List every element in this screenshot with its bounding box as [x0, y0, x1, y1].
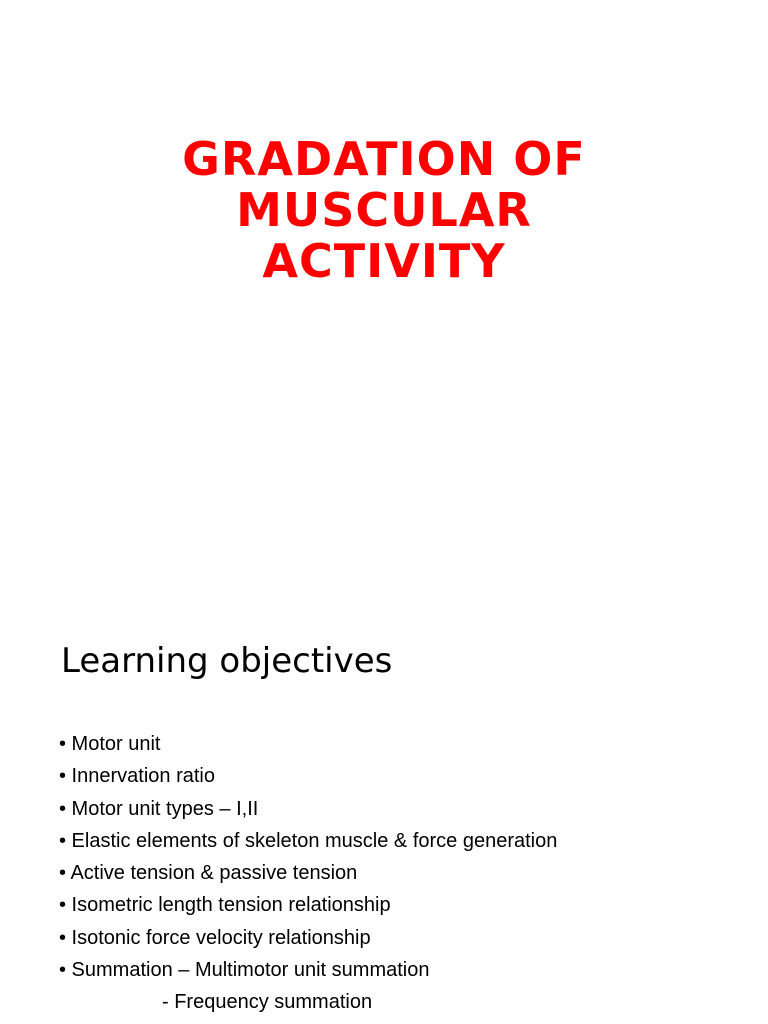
objective-item: • Motor unit	[59, 733, 161, 755]
objective-subitem: - Frequency summation	[162, 991, 373, 1014]
objective-item: • Active tension & passive tension	[59, 862, 358, 885]
slide-title	[0, 134, 768, 287]
objective-item: • Isotonic force velocity relationship	[59, 926, 371, 949]
objective-item: • Elastic elements of skeleton muscle & force generation	[59, 829, 558, 852]
title-line: ACTIVITY	[262, 234, 506, 288]
objectives-list	[59, 728, 557, 1019]
objective-item: • Isometric length tension relationship	[59, 894, 391, 917]
objective-item: • Summation – Multimotor unit summation	[59, 959, 430, 982]
title-line: GRADATION OF	[182, 132, 586, 186]
objectives-heading: Learning objectives	[61, 641, 393, 681]
objective-item: • Innervation ratio	[59, 765, 215, 788]
objective-item: • Motor unit types – I,II	[59, 797, 259, 820]
title-line: MUSCULAR	[236, 183, 532, 237]
